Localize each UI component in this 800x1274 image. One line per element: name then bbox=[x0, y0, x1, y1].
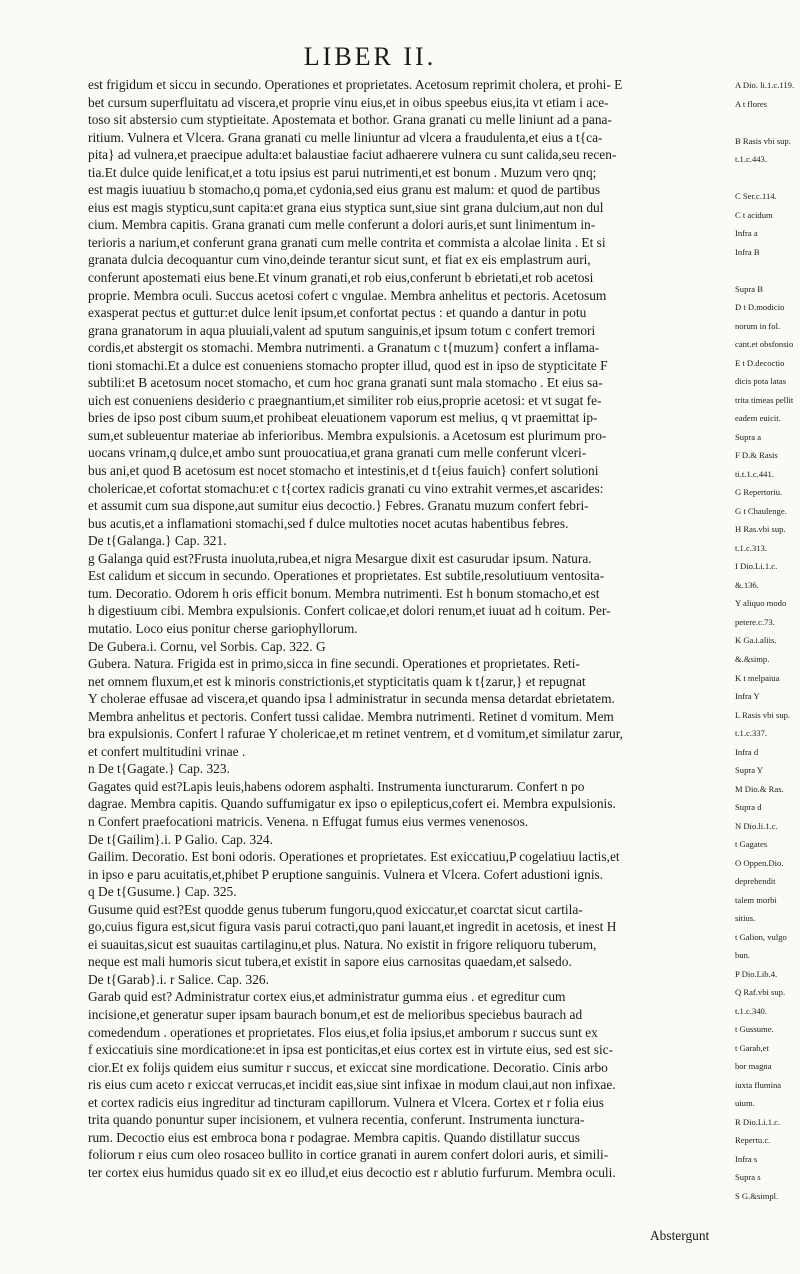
text-line: De t{Gailim}.i. P Galio. Cap. 324. bbox=[88, 831, 273, 847]
text-line: et assumit cum sua dispone,aut sumitur eius decoctio.} Febres. Granatu muzum confert febri- bbox=[88, 498, 589, 514]
text-line: subtili:et B acetosum nocet stomacho, et cum hoc grana granati sunt mala stomacho . Et eius sa- bbox=[88, 375, 603, 391]
margin-note: petere.c.73. bbox=[735, 616, 775, 627]
text-line: exasperat pectus et guttur:et dulce lenit ipsum,et confortat pectus : et quando a dantur in potu bbox=[88, 305, 587, 321]
margin-note: H Ras.vbi sup. bbox=[735, 524, 786, 535]
margin-note: t.1.c.443. bbox=[735, 154, 767, 165]
text-line: comedendum . operationes et proprietates. Flos eius,et folia ipsius,et amborum r succus sunt ex bbox=[88, 1024, 598, 1040]
text-line: bus ani,et quod B acetosum est nocet stomacho et intestinis,et d t{eius fauich} confert solutioni bbox=[88, 463, 599, 479]
margin-note: N Dio.li.1.c. bbox=[735, 820, 778, 831]
text-line: bra expulsionis. Confert l rafurae Y cholericae,et m retinet ventrem, et d vomitum,et similatur zarur, bbox=[88, 726, 624, 742]
margin-note bbox=[735, 265, 797, 284]
margin-note: Infra B bbox=[735, 246, 760, 257]
margin-note: uium. bbox=[735, 1098, 755, 1109]
text-line: et cortex radicis eius ingreditur ad tincturam capillorum. Vulnera et Vlcera. Cortex et r folia eius bbox=[88, 1094, 604, 1110]
margin-note: t Garab,et bbox=[735, 1042, 769, 1053]
text-line: De t{Garab}.i. r Salice. Cap. 326. bbox=[88, 971, 269, 987]
text-line: ter cortex eius humidus quado sit ex eo illud,et eius decoctio est r ablutio furfurum. Membra oculi. bbox=[88, 1164, 616, 1180]
text-line: q De t{Gusume.} Cap. 325. bbox=[88, 884, 237, 900]
text-line: cordis,et abstergit os stomachi. Membra nutrimenti. a Granatum c t{muzum} confert a inflama- bbox=[88, 340, 600, 356]
margin-note: cant.et obsfonsio bbox=[735, 339, 794, 350]
margin-note: P Dio.Lib.4. bbox=[735, 968, 778, 979]
margin-note: ti.t.1.c.441. bbox=[735, 468, 774, 479]
margin-note: Supra Y bbox=[735, 765, 764, 776]
margin-note: E t D.decoctio bbox=[735, 357, 785, 368]
margin-note: iuxta flumina bbox=[735, 1079, 782, 1090]
text-line: conferunt apostemati eius bene.Et vinum granati,et rob eius,conferunt b ebrietati,et rob acetosi bbox=[88, 270, 594, 286]
text-line: rum. Decoctio eius est embroca bona r podagrae. Membra capitis. Quando distillatur succus bbox=[88, 1129, 580, 1145]
text-line: pita} ad vulnera,et praecipue adulta:et balaustiae faciut adhaerere vulnera cu sunt calida,seu recen- bbox=[88, 147, 617, 163]
text-line: et confert multitudini vrinae . bbox=[88, 743, 246, 759]
text-line: incisione,et generatur super ipsam baurach bonum,et est de melioribus speciebus baurach ad bbox=[88, 1006, 583, 1022]
text-line: eius est magis stypticu,sunt capita:et grana eius styptica sunt,siue sint grana dulcium,aut non dul bbox=[88, 199, 604, 215]
margin-note: S G.&simpl. bbox=[735, 1190, 779, 1201]
margin-note bbox=[735, 173, 797, 192]
margin-note: Q Raf.vbi sup. bbox=[735, 987, 786, 998]
margin-note: Supra a bbox=[735, 431, 762, 442]
margin-note: t.1.c.313. bbox=[735, 542, 767, 553]
text-line: grana granatorum in aqua pluuiali,valent ad sputum sanguinis,et ipsum totum c confert tremori bbox=[88, 322, 596, 338]
text-line: De Gubera.i. Cornu, vel Sorbis. Cap. 322. G bbox=[88, 638, 326, 654]
margin-note: I Dio.Li.1.c. bbox=[735, 561, 778, 572]
margin-note: O Oppen.Dio. bbox=[735, 857, 784, 868]
text-line: tioni stomachi.Et a dulce est conueniens stomacho propter illud, quod est in ipso de stypticitate F bbox=[88, 357, 608, 373]
text-line: De t{Galanga.} Cap. 321. bbox=[88, 533, 227, 549]
margin-note: t.1.c.340. bbox=[735, 1005, 767, 1016]
page-header: LIBER II. bbox=[303, 42, 437, 71]
text-line: cholericae,et cofortat stomachu:et c t{cortex radicis granati cu vino extrahit vermes,et ascarides: bbox=[88, 480, 604, 496]
margin-note: L Rasis vbi sup. bbox=[735, 709, 791, 720]
text-line: terioris a narium,et conferunt grana granati cum melle contrita et commista a alcolae linita . Et si bbox=[88, 234, 606, 250]
text-line: neque est mali humoris sicut tubera,et existit in sapore eius carnositas quaedam,et salsedo. bbox=[88, 954, 572, 970]
margin-note: t Gussume. bbox=[735, 1024, 774, 1035]
margin-note: Infra Y bbox=[735, 691, 760, 702]
margin-note: Supra B bbox=[735, 283, 763, 294]
margin-note: K t melpaiua bbox=[735, 672, 780, 683]
text-line: uich est conueniens desiderio c praegnantium,et similiter rob eius,proprie acetosi: et vt sugat fe- bbox=[88, 392, 602, 408]
text-line: Est calidum et siccum in secundo. Operationes et proprietates. Est subtile,resolutiuum ventosita- bbox=[88, 568, 605, 584]
text-line: toso sit abstersio cum styptieitate. Apostemata et bothor. Grana granati cu melle liniunt ad a pana- bbox=[88, 112, 612, 128]
margin-note: C Ser.c.114. bbox=[735, 191, 777, 202]
margin-note: Infra d bbox=[735, 746, 759, 757]
text-line: Garab quid est? Administratur cortex eius,et administratur gumma eius . et egreditur cum bbox=[88, 989, 566, 1005]
margin-note: dicis pota latas bbox=[735, 376, 787, 387]
body-text bbox=[88, 76, 720, 1181]
margin-note: K Ga.i.aliis. bbox=[735, 635, 777, 646]
text-line: Y cholerae effusae ad viscera,et quando ipsa l administratur in secunda mensa detardat ebrietatem. bbox=[88, 691, 615, 707]
text-line: sum,et subleuentur materiae ab inferioribus. Membra expulsionis. a Acetosum est plurimum pro- bbox=[88, 427, 607, 443]
text-line: f exiccatiuis sine mordicatione:et in ipsa est ponticitas,et eius cortex est in virtute eius, sed est sic- bbox=[88, 1042, 614, 1058]
text-line: ris eius cum aceto r exiccat verrucas,et incidit eas,siue sint infixae in modum claui,aut non infixae. bbox=[88, 1077, 616, 1093]
margin-note: D t D.modicio bbox=[735, 302, 785, 313]
text-line: Gagates quid est?Lapis leuis,habens odorem asphalti. Instrumenta iuncturarum. Confert n po bbox=[88, 778, 585, 794]
margin-note: Supra s bbox=[735, 1172, 761, 1183]
margin-note: B Rasis vbi sup. bbox=[735, 135, 791, 146]
margin-note: bun. bbox=[735, 950, 751, 961]
margin-note: M Dio.& Ras. bbox=[735, 783, 784, 794]
margin-note: bor magna bbox=[735, 1061, 772, 1072]
margin-note: deprehendit bbox=[735, 876, 776, 887]
text-line: cior.Et ex folijs quidem eius sumitur r succus, et exiccat sine mordicatione. Decoratio. Cinis arbo bbox=[88, 1059, 608, 1075]
margin-note: Infra a bbox=[735, 228, 758, 239]
text-line: go,cuius figura est,sicut figura vasis parui cotracti,quo pani lauant,et ingredit in acetosis, et inest H bbox=[88, 919, 617, 935]
margin-note bbox=[735, 117, 797, 136]
catchword: Abstergunt bbox=[650, 1228, 710, 1243]
text-line: tia.Et dulce quide lenificat,et a totu ipsius est parui nutrimenti,et est bonum . Muzum vero qnq; bbox=[88, 164, 597, 180]
text-line: cium. Membra capitis. Grana granati cum melle conferunt a dolori auris,et sunt linimentum in- bbox=[88, 217, 596, 233]
margin-note: F D.& Rasis bbox=[735, 450, 778, 461]
text-line: h digestiuum cibi. Membra expulsionis. Confert colicae,et dolori renum,et iuuat ad h coitum. Per- bbox=[88, 603, 611, 619]
margin-note: G t Chaulenge. bbox=[735, 505, 787, 516]
text-line: trita quando ponuntur super incisionem, et vulnera recentia, conferunt. Instrumenta iunctura- bbox=[88, 1112, 585, 1128]
text-line: bus acutis,et a inflamationi stomachi,sed f dulce multoties nocet acutas habentibus febres. bbox=[88, 515, 569, 531]
text-line: n De t{Gagate.} Cap. 323. bbox=[88, 761, 230, 777]
text-line: proprie. Membra oculi. Succus acetosi cofert c vngulae. Membra anhelitus et pectoris. Acetosum bbox=[88, 287, 607, 303]
text-line: n Confert praefocationi matricis. Venena. n Effugat fumus eius vermes venenosos. bbox=[88, 813, 529, 829]
margin-note: R Dio.Li.1.c. bbox=[735, 1116, 781, 1127]
margin-note: G Repertoriu. bbox=[735, 487, 783, 498]
text-line: tum. Decoratio. Odorem h oris efficit bonum. Membra nutrimenti. Est h bonum stomacho,et est bbox=[88, 585, 600, 601]
text-line: ritium. Vulnera et Vlcera. Grana granati cu melle liniuntur ad vlcera a fraudulenta,et eius a t{ca- bbox=[88, 129, 603, 145]
margin-note: t Galion, vulgo bbox=[735, 931, 787, 942]
text-line: bries de ipso post cibum suum,et prohibeat eleuationem vaporum est melius, q vt praemittat ip- bbox=[88, 410, 598, 426]
text-line: foliorum r eius cum oleo rosaceo bullito in cortice granati in aurem confert dolori auris, et simili- bbox=[88, 1147, 609, 1163]
text-line: est magis iuuatiuu b stomacho,q poma,et cydonia,sed eius granu est malum: et quod de partibus bbox=[88, 182, 601, 198]
margin-note: &.136. bbox=[735, 579, 759, 590]
margin-note: &.&simp. bbox=[735, 653, 770, 664]
text-line: est frigidum et siccu in secundo. Operationes et proprietates. Acetosum reprimit cholera, et prohi- E bbox=[88, 77, 623, 92]
margin-note: norum in fol. bbox=[735, 320, 781, 331]
margin-note: C t acidum bbox=[735, 209, 773, 220]
text-line: g Galanga quid est?Frusta inuoluta,rubea,et nigra Mesargue dixit est casurudar ipsum. Natura. bbox=[88, 550, 592, 566]
margin-note: t.1.c.337. bbox=[735, 728, 767, 739]
margin-note: eadem euicit. bbox=[735, 413, 781, 424]
margin-note: talem morbi bbox=[735, 894, 777, 905]
margin-note: Repertu.c. bbox=[735, 1135, 771, 1146]
margin-notes bbox=[735, 80, 797, 1209]
text-line: Membra anhelitus et pectoris. Confert tussi calidae. Membra nutrimenti. Retinet d vomitum. Mem bbox=[88, 708, 614, 724]
margin-note: t Gagates bbox=[735, 839, 768, 850]
text-line: dagrae. Membra capitis. Quando suffumigatur ex ipso o epilepticus,cofert ei. Membra expulsionis. bbox=[88, 796, 616, 812]
text-line: ei suauitas,sicut est suauitas cartilaginu,et plus. Natura. No existit in frigore reliquoru tuberum, bbox=[88, 936, 597, 952]
margin-note: sitius. bbox=[735, 913, 756, 924]
margin-note: Infra s bbox=[735, 1153, 758, 1164]
text-line: bet cursum superfluitatu ad viscera,et proprie vinu eius,et in oibus speebus eius,ita vt etiam i ace- bbox=[88, 94, 609, 110]
text-line: uocans vrinam,q dulce,et ambo sunt prouocatiua,et grana granati cum melle conferunt vlceri- bbox=[88, 445, 587, 461]
text-line: mutatio. Loco eius ponitur cherse gariophyllorum. bbox=[88, 620, 358, 636]
margin-note: A Dio. li.1.c.119. bbox=[735, 80, 795, 90]
margin-note: Y aliquo modo bbox=[735, 598, 787, 609]
text-line: Gusume quid est?Est quodde genus tuberum fungoru,quod exiccatur,et coarctat sicut cartila- bbox=[88, 901, 583, 917]
margin-note: A t flores bbox=[735, 98, 767, 109]
text-line: granata dulcia decoquantur cum vino,deinde terantur sicut sunt, et fiat ex eis emplastrum auri, bbox=[88, 252, 591, 268]
margin-note: Supra d bbox=[735, 802, 762, 813]
text-line: Gubera. Natura. Frigida est in primo,sicca in fine secundi. Operationes et proprietates. Reti- bbox=[88, 656, 580, 672]
margin-note: trita timeas pellit bbox=[735, 394, 794, 405]
text-line: Gailim. Decoratio. Est boni odoris. Operationes et proprietates. Est exiccatiuu,P cogelatiuu lactis,et bbox=[88, 849, 620, 865]
text-line: in ipso e paru acuitatis,et,phibet P eruptione sanguinis. Vulnera et Vlcera. Cofert adustioni ignis. bbox=[88, 866, 604, 882]
text-line: net omnem fluxum,et est k minoris constrictionis,et stypticitatis quam k t{zarur,} et repugnat bbox=[88, 673, 586, 689]
